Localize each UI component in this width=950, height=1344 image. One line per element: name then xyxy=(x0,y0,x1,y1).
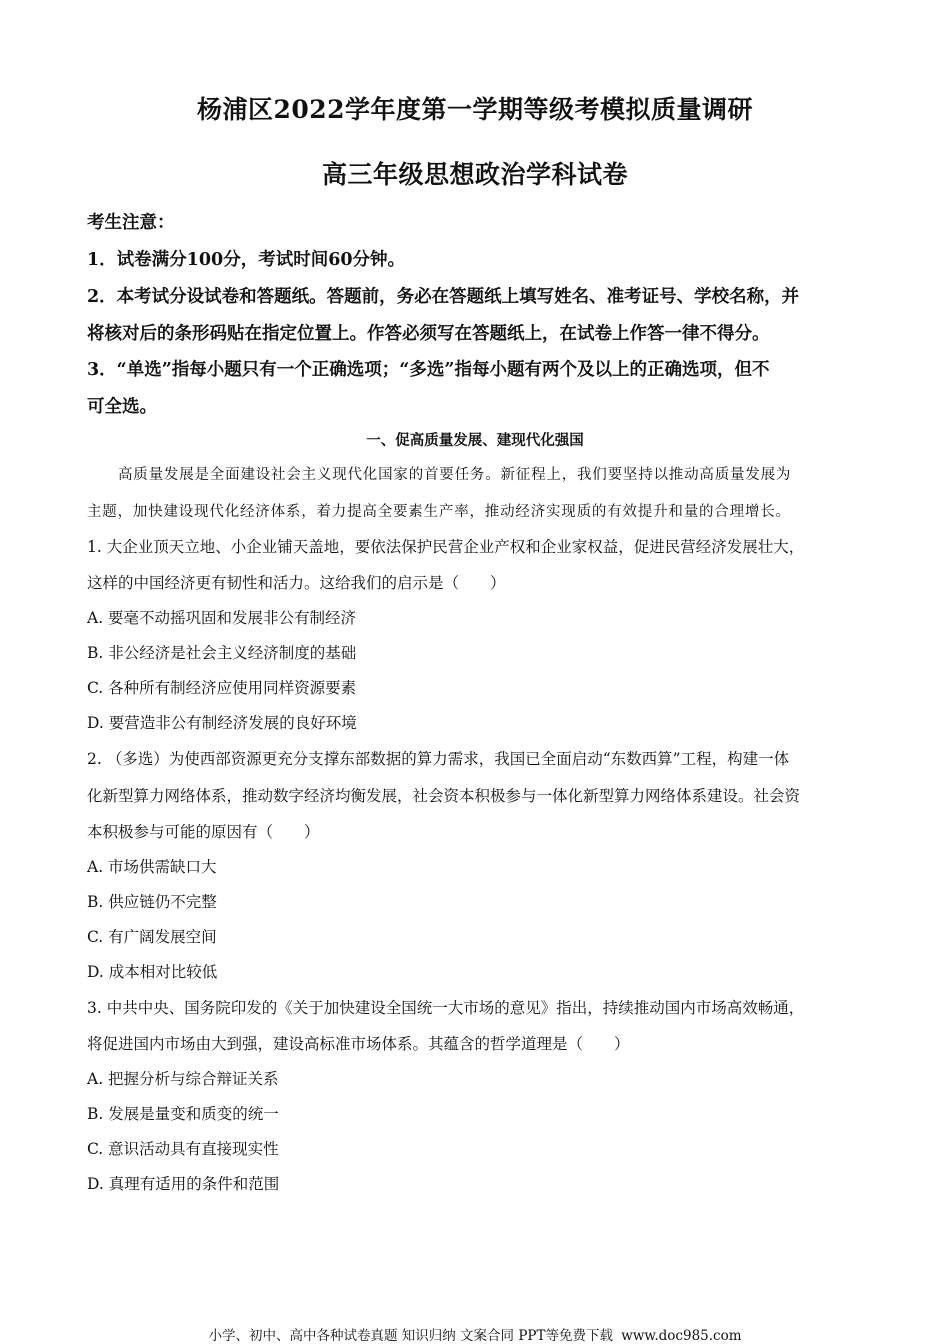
notice-heading: 考生注意： xyxy=(87,213,175,233)
question-2-stem-line-1: 2. （多选）为使西部资源更充分支撑东部数据的算力需求，我国已全面启动“东数西算”工程，构建一体 xyxy=(87,750,790,768)
page-footer xyxy=(0,1324,950,1344)
question-1-option-b: B. 非公经济是社会主义经济制度的基础 xyxy=(87,644,357,662)
notice-item-2-line-1: 2．本考试分设试卷和答题纸。答题前，务必在答题纸上填写姓名、准考证号、学校名称，并 xyxy=(87,287,800,307)
section-intro-line-2: 主题，加快建设现代化经济体系，着力提高全要素生产率，推动经济实现质的有效提升和量的合理增长。 xyxy=(87,504,791,520)
question-3-option-a: A. 把握分析与综合辩证关系 xyxy=(87,1070,279,1088)
notice-item-1: 1．试卷满分100分，考试时间60分钟。 xyxy=(87,250,406,270)
question-3-stem-line-1: 3. 中共中央、国务院印发的《关于加快建设全国统一大市场的意见》指出，持续推动国内市场高效畅通， xyxy=(87,999,805,1017)
exam-title: 杨浦区2022学年度第一学期等级考模拟质量调研 xyxy=(196,95,754,124)
section-intro-line-1: 高质量发展是全面建设社会主义现代化国家的首要任务。新征程上，我们要坚持以推动高质量发展为 xyxy=(118,467,792,483)
question-1-stem-line-1: 1. 大企业顶天立地、小企业铺天盖地，要依法保护民营企业产权和企业家权益，促进民营经济发展壮大， xyxy=(87,538,805,556)
notice-item-2-line-2: 将核对后的条形码贴在指定位置上。作答必须写在答题纸上，在试卷上作答一律不得分。 xyxy=(87,324,770,344)
question-3-option-b: B. 发展是量变和质变的统一 xyxy=(87,1105,279,1123)
question-1-option-c: C. 各种所有制经济应使用同样资源要素 xyxy=(87,679,357,697)
question-2-option-a: A. 市场供需缺口大 xyxy=(87,858,217,876)
question-2-option-b: B. 供应链仍不完整 xyxy=(87,893,217,911)
question-1-option-d: D. 要营造非公有制经济发展的良好环境 xyxy=(87,714,357,732)
question-3-stem-line-2: 将促进国内市场由大到强，建设高标准市场体系。其蕴含的哲学道理是（ ） xyxy=(87,1035,630,1053)
question-2-option-c: C. 有广阔发展空间 xyxy=(87,928,217,946)
notice-item-3-line-1: 3．“单选”指每小题只有一个正确选项；“多选”指每小题有两个及以上的正确选项，但不 xyxy=(87,360,770,380)
section-title: 一、促高质量发展、建现代化强国 xyxy=(366,432,584,449)
exam-subtitle: 高三年级思想政治学科试卷 xyxy=(321,160,628,189)
question-1-option-a: A. 要毫不动摇巩固和发展非公有制经济 xyxy=(87,609,357,627)
question-2-stem-line-2: 化新型算力网络体系，推动数字经济均衡发展，社会资本积极参与一体化新型算力网络体系建设。社会资 xyxy=(87,787,801,805)
question-3-option-c: C. 意识活动具有直接现实性 xyxy=(87,1140,279,1158)
question-1-stem-line-2: 这样的中国经济更有韧性和活力。这给我们的启示是（ ） xyxy=(87,574,506,592)
question-2-stem-line-3: 本积极参与可能的原因有（ ） xyxy=(87,823,320,841)
question-2-option-d: D. 成本相对比较低 xyxy=(87,963,218,981)
footer-text: 小学、初中、高中各种试卷真题 知识归纳 文案合同 PPT等免费下载 xyxy=(208,1328,613,1344)
notice-item-3-line-2: 可全选。 xyxy=(87,397,157,417)
footer-site-link[interactable]: www.doc985.com xyxy=(621,1328,742,1344)
question-3-option-d: D. 真理有适用的条件和范围 xyxy=(87,1175,280,1193)
